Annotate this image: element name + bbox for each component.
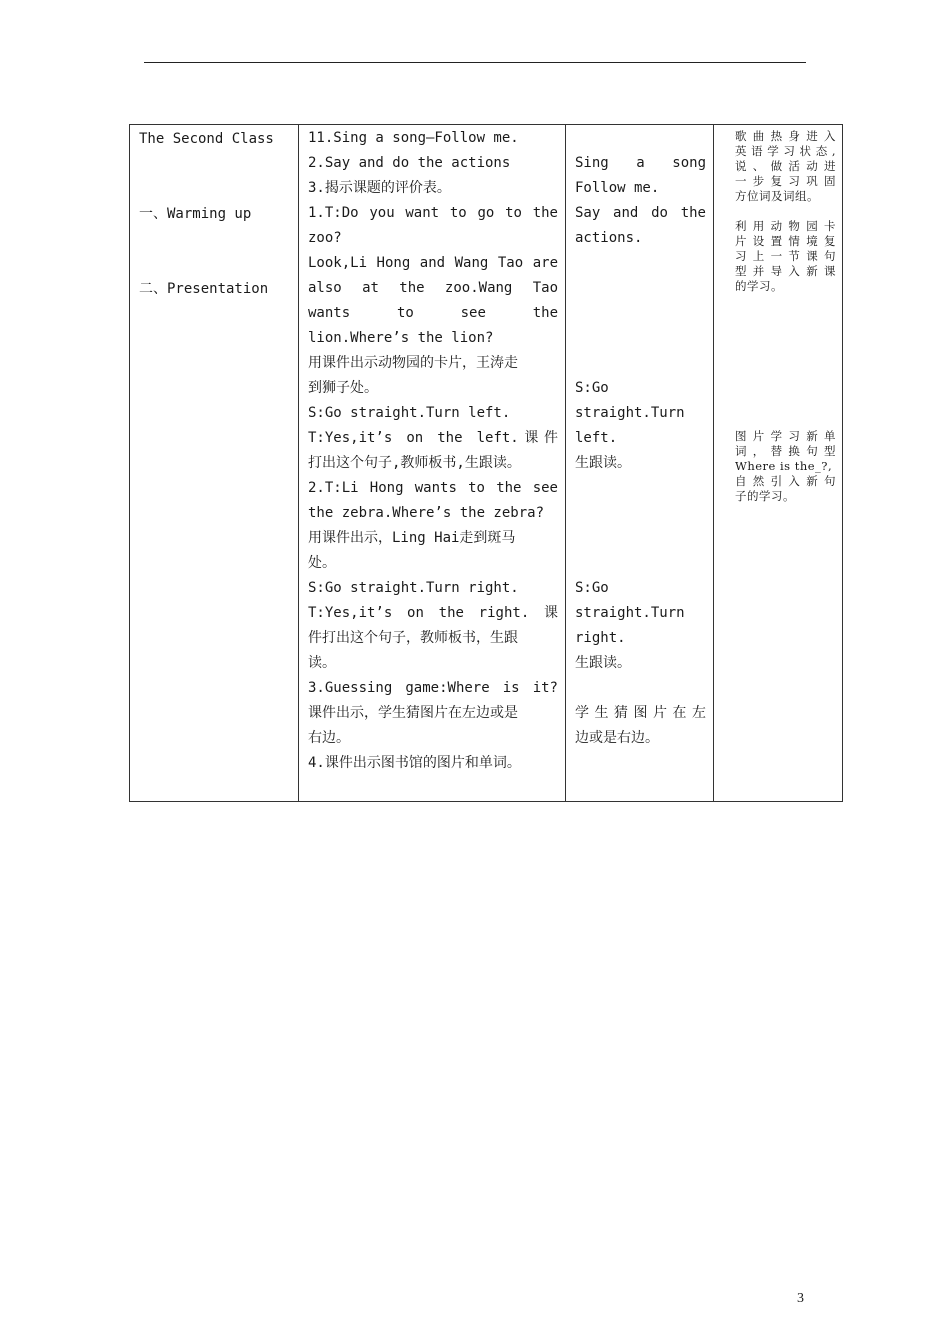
procedure-line: 3.Guessing game:Where is it? bbox=[308, 680, 558, 696]
student-line: S:Go bbox=[575, 580, 609, 596]
student-line: 边或是右边。 bbox=[575, 730, 659, 746]
note-line: 的学习。 bbox=[735, 279, 783, 293]
note-line: 习上一节课句 bbox=[735, 249, 836, 263]
student-line: Follow me. bbox=[575, 180, 660, 196]
page-number: 3 bbox=[797, 1291, 804, 1306]
note-line: 方位词及词组。 bbox=[735, 189, 819, 203]
procedure-line: wants to see the bbox=[308, 305, 558, 321]
note-line: 歌曲热身进入 bbox=[735, 129, 836, 143]
design-notes-column bbox=[714, 125, 843, 802]
student-line: Say and do the bbox=[575, 205, 706, 221]
student-line: S:Go bbox=[575, 380, 609, 396]
student-line: left. bbox=[575, 430, 618, 446]
procedure-line: 处。 bbox=[308, 555, 336, 571]
note-line: 词，替换句型 bbox=[735, 444, 836, 458]
procedure-line: Look,Li Hong and Wang Tao are bbox=[308, 255, 558, 271]
procedure-line: 4.课件出示图书馆的图片和单词。 bbox=[308, 755, 521, 771]
student-activity-column bbox=[566, 125, 714, 802]
note-line: 说、做活动进 bbox=[735, 159, 836, 173]
note-line: Where is the_?, bbox=[735, 459, 833, 473]
student-line: 学生猜图片在左 bbox=[575, 705, 706, 721]
note-line: 片设置情境复 bbox=[735, 234, 836, 248]
student-line: 生跟读。 bbox=[575, 655, 631, 671]
student-line: straight.Turn bbox=[575, 405, 685, 421]
procedure-line: the zebra.Where’s the zebra? bbox=[308, 505, 545, 521]
table-row bbox=[130, 125, 843, 802]
note-line: 一步复习巩固 bbox=[735, 174, 836, 188]
procedure-line: 3.揭示课题的评价表。 bbox=[308, 180, 451, 196]
procedure-line: 2.T:Li Hong wants to the see bbox=[308, 480, 558, 496]
procedure-line: 读。 bbox=[308, 655, 336, 671]
procedure-column bbox=[299, 125, 566, 802]
procedure-line: 2.Say and do the actions bbox=[308, 155, 511, 171]
procedure-line: 11.Sing a song—Follow me. bbox=[308, 130, 519, 146]
student-line: Sing a song bbox=[575, 155, 706, 171]
procedure-line: 用课件出示，Ling Hai走到斑马 bbox=[308, 530, 516, 546]
student-line: actions. bbox=[575, 230, 643, 246]
note-line: 型并导入新课 bbox=[735, 264, 836, 278]
lesson-plan-table bbox=[129, 124, 843, 802]
class-title: The Second Class bbox=[139, 131, 274, 147]
procedure-line: 到狮子处。 bbox=[308, 380, 378, 396]
note-line: 英语学习状态, bbox=[735, 144, 836, 158]
header-rule bbox=[144, 62, 806, 63]
student-line: right. bbox=[575, 630, 626, 646]
note-line: 子的学习。 bbox=[735, 489, 795, 503]
student-line: 生跟读。 bbox=[575, 455, 631, 471]
stage-warming-up: 一、Warming up bbox=[139, 206, 252, 222]
procedure-line: 右边。 bbox=[308, 730, 350, 746]
procedure-line: T:Yes,it’s on the right. 课 bbox=[308, 605, 558, 621]
student-line: straight.Turn bbox=[575, 605, 685, 621]
procedure-line: lion.Where’s the lion? bbox=[308, 330, 494, 346]
procedure-line: 打出这个句子,教师板书,生跟读。 bbox=[308, 455, 521, 471]
procedure-line: T:Yes,it’s on the left.课件 bbox=[308, 430, 558, 446]
stage-column bbox=[130, 125, 299, 802]
procedure-line: 件打出这个句子，教师板书，生跟 bbox=[308, 630, 518, 646]
procedure-line: also at the zoo.Wang Tao bbox=[308, 280, 558, 296]
note-line: 利用动物园卡 bbox=[735, 219, 836, 233]
procedure-line: S:Go straight.Turn right. bbox=[308, 580, 519, 596]
procedure-line: 1.T:Do you want to go to the bbox=[308, 205, 558, 221]
note-line: 图片学习新单 bbox=[735, 429, 836, 443]
procedure-line: 用课件出示动物园的卡片，王涛走 bbox=[308, 355, 518, 371]
procedure-line: zoo? bbox=[308, 230, 342, 246]
note-line: 自然引入新句 bbox=[735, 474, 836, 488]
procedure-line: S:Go straight.Turn left. bbox=[308, 405, 511, 421]
stage-presentation: 二、Presentation bbox=[139, 281, 269, 297]
procedure-line: 课件出示，学生猜图片在左边或是 bbox=[308, 705, 518, 721]
